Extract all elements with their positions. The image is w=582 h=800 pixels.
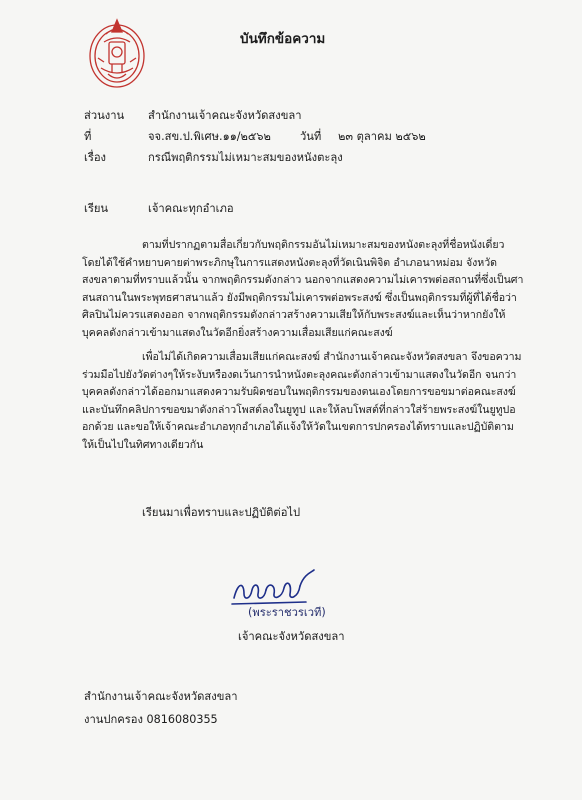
paragraph-line: โดยได้ใช้คำหยาบคายต่าพระภิกษุในการแสดงหนังตะลุงที่วัดเนินพิจิต อำเภอนาหม่อม จังหวัด: [82, 256, 497, 269]
salutation-value: เจ้าคณะทุกอำเภอ: [148, 202, 234, 215]
memo-title: บันทึกข้อความ: [240, 31, 326, 47]
salutation-label: เรียน: [84, 202, 109, 215]
royal-seal-emblem: [86, 12, 148, 92]
footer-office: สำนักงานเจ้าคณะจังหวัดสงขลา: [84, 690, 238, 703]
paragraph-line: สนสถานในพระพุทธศาสนาแล้ว ยังมีพฤติกรรมไม่เคารพต่อพระสงฆ์ ซึ่งเป็นพฤติกรรมที่ผู้ที่ได้ชื่อว่า: [82, 291, 517, 304]
royal-seal-icon: [86, 12, 148, 92]
subject-label: เรื่อง: [84, 151, 107, 164]
paragraph-line: ตามที่ปรากฏตามสื่อเกี่ยวกับพฤติกรรมอันไม่เหมาะสมของหนังตะลุงที่ชื่อหนังเดี่ยว: [142, 239, 505, 251]
paragraph-line: ให้เป็นไปในทิศทางเดียวกัน: [82, 438, 204, 451]
footer-phone: งานปกครอง 0816080355: [84, 713, 218, 726]
date-value: ๒๓ ตุลาคม ๒๕๖๒: [338, 130, 426, 143]
agency-label: ส่วนงาน: [84, 109, 125, 122]
paragraph-line: บุคคลดังกล่าวเข้ามาแสดงในวัดอีกยิ่งสร้างความเสื่อมเสียแก่คณะสงฆ์: [82, 326, 393, 339]
signatory-name: (พระราชวรเวที): [248, 606, 326, 619]
signatory-position: เจ้าคณะจังหวัดสงขลา: [238, 630, 345, 643]
paragraph-line: บุคคลดังกล่าวได้ออกมาแสดงความรับผิดชอบในพฤติกรรมของตนเองโดยการขอขมาต่อคณะสงฆ์: [82, 386, 516, 398]
reference-number: จจ.สข.ป.พิเศษ.๑๑/๒๕๖๒: [148, 130, 271, 143]
date-label: วันที่: [300, 130, 322, 143]
agency-value: สำนักงานเจ้าคณะจังหวัดสงขลา: [148, 109, 302, 122]
body-paragraph-2: [82, 349, 520, 454]
paragraph-line: เพื่อไม่ได้เกิดความเสื่อมเสียแก่คณะสงฆ์ สำนักงานเจ้าคณะจังหวัดสงขลา จึงขอความ: [142, 351, 522, 363]
paragraph-line: ร่วมมือไปยังวัดต่างๆให้ระงับหรืองดเว้นการนำหนังตะลุงคณะดังกล่าวเข้ามาแสดงในวัดอีก จนกว่า: [82, 368, 517, 381]
closing-line: เรียนมาเพื่อทราบและปฏิบัติต่อไป: [142, 506, 301, 519]
body-paragraph-1: [82, 237, 524, 342]
paragraph-line: ศิลปินไม่ควรแสดงออก จากพฤติกรรมดังกล่าวสร้างความเสียให้กับพระสงฆ์และเห็นว่าหากยังให้: [82, 309, 506, 321]
paragraph-line: อกด้วย และขอให้เจ้าคณะอำเภอทุกอำเภอได้แจ้งให้วัดในเขตการปกครองได้ทราบและปฏิบัติตาม: [82, 421, 514, 433]
paragraph-line: และบันทึกคลิปการขอขมาดังกล่าวโพสต์ลงในยูทูป และให้ลบโพสต์ที่กล่าวใส่ร้ายพระสงฆ์ในยูทูปอ: [82, 403, 516, 416]
paragraph-line: สงขลาตามที่ทราบแล้วนั้น จากพฤติกรรมดังกล่าว นอกจากแสดงความไม่เคารพต่อสถานที่ซึ่งเป็นศา: [82, 274, 524, 286]
subject-value: กรณีพฤติกรรมไม่เหมาะสมของหนังตะลุง: [148, 151, 343, 164]
reference-label: ที่: [84, 130, 92, 143]
